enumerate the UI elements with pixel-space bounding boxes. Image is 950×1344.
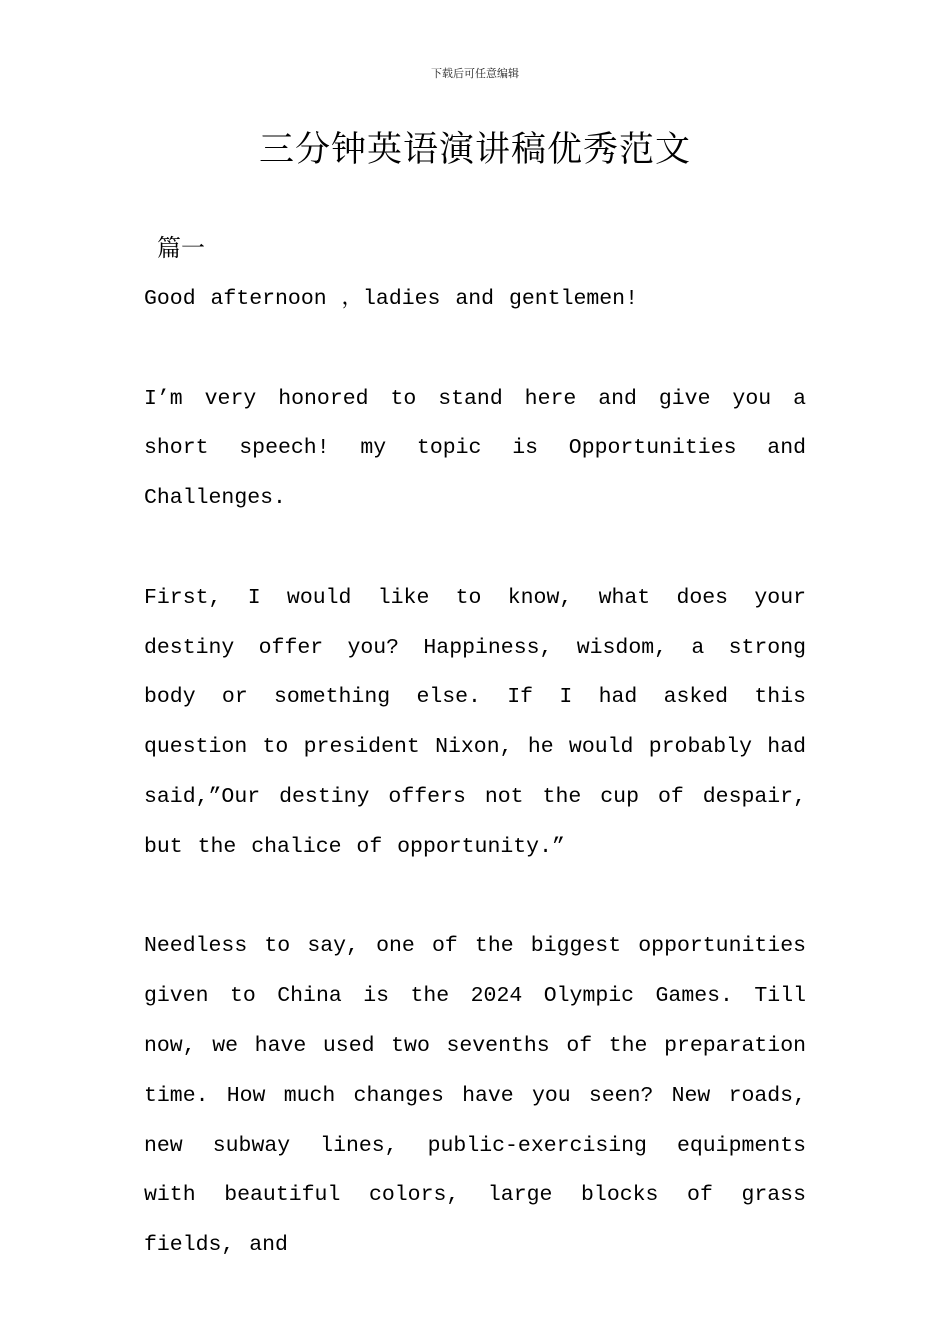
section-label: 篇一 (157, 234, 205, 262)
header-note: 下载后可任意编辑 (431, 67, 519, 80)
document-title: 三分钟英语演讲稿优秀范文 (258, 130, 691, 170)
paragraph-olympics: Needless to say, one of the biggest opportunities given to China is the 2024 Olympic Games. Till now, we have used two sevenths of the preparation time. How much changes have you seen? New roads, new subway lines, public-exercising equipments with beautiful colors, large blocks of grass fields, and (144, 934, 806, 1258)
paragraph-destiny: First, I would like to know, what does your destiny offer you? Happiness, wisdom, a strong body or something else. If I had asked this question to president Nixon, he would probably had said,”Our destiny offers not the cup of despair, but the chalice of opportunity.” (144, 585, 806, 859)
paragraph-introduction: I’m very honored to stand here and give you a short speech! my topic is Opportunities and Challenges. (144, 386, 806, 511)
document-body (144, 275, 806, 1321)
paragraph-greeting: Good afternoon ，ladies and gentlemen! (144, 287, 638, 311)
